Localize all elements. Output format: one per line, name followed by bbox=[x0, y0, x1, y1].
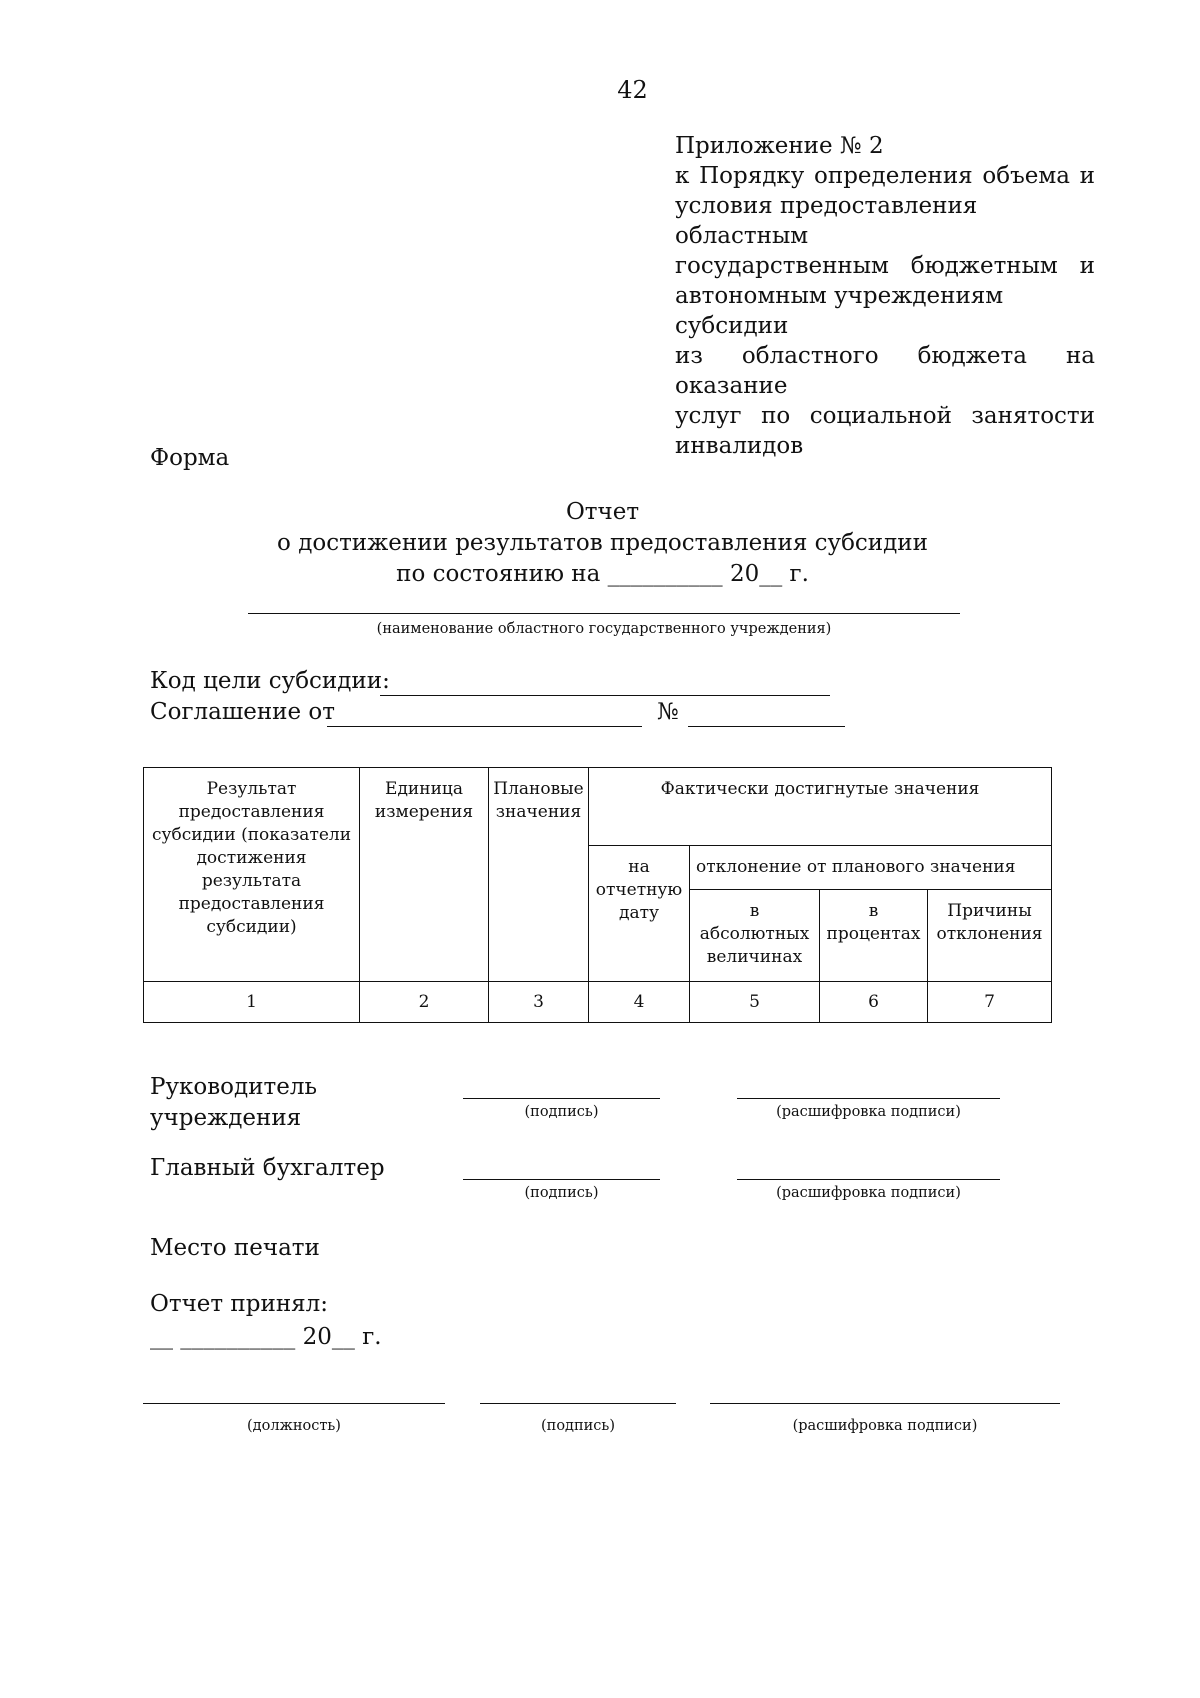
page-number: 42 bbox=[617, 76, 648, 104]
position-caption: (должность) bbox=[247, 1418, 341, 1434]
header-deviation-group: отклонение от планового значения bbox=[690, 846, 1052, 890]
accountant-signature-line[interactable] bbox=[463, 1179, 660, 1180]
goal-code-label: Код цели субсидии: bbox=[150, 668, 390, 694]
institution-caption: (наименование областного государственного учреждения) bbox=[376, 621, 832, 637]
head-signature-line[interactable] bbox=[463, 1098, 660, 1099]
column-number: 2 bbox=[360, 982, 489, 1023]
header-absolute: в абсолютных величинах bbox=[690, 890, 820, 982]
goal-code-field[interactable] bbox=[380, 695, 830, 696]
appendix-header bbox=[675, 131, 1095, 461]
header-reasons: Причины отклонения bbox=[928, 890, 1052, 982]
header-planned: Плановые значения bbox=[489, 768, 589, 982]
agreement-label: Соглашение от bbox=[150, 699, 335, 725]
acceptor-signature-caption: (подпись) bbox=[541, 1418, 615, 1434]
appendix-line: инвалидов bbox=[675, 433, 804, 459]
agreement-number-field[interactable] bbox=[688, 726, 845, 727]
acceptor-decoding-caption: (расшифровка подписи) bbox=[792, 1418, 978, 1434]
accountant-decoding-caption: (расшифровка подписи) bbox=[776, 1185, 961, 1201]
column-number: 6 bbox=[820, 982, 928, 1023]
report-subtitle: о достижении результатов предоставления субсидии bbox=[277, 530, 928, 556]
appendix-line: услуг по социальной занятости bbox=[675, 403, 1095, 429]
accountant-decoding-line[interactable] bbox=[737, 1179, 1000, 1180]
column-number: 4 bbox=[589, 982, 690, 1023]
header-unit: Единица измерения bbox=[360, 768, 489, 982]
head-decoding-caption: (расшифровка подписи) bbox=[776, 1104, 961, 1120]
report-table bbox=[143, 767, 1052, 1023]
head-title: Руководитель учреждения bbox=[150, 1074, 317, 1131]
form-label: Форма bbox=[150, 445, 230, 471]
header-result: Результат предоставления субсидии (показатели достижения результата предоставления субсидии) bbox=[144, 768, 360, 982]
header-reporting-date: на отчетную дату bbox=[589, 846, 690, 982]
appendix-line: из областного бюджета на оказание bbox=[675, 343, 1095, 399]
head-decoding-line[interactable] bbox=[737, 1098, 1000, 1099]
column-number: 3 bbox=[489, 982, 589, 1023]
appendix-line: к Порядку определения объема и bbox=[675, 163, 1095, 189]
appendix-line: Приложение № 2 bbox=[675, 133, 884, 159]
institution-name-line[interactable] bbox=[248, 613, 960, 614]
header-percent: в процентах bbox=[820, 890, 928, 982]
acceptor-decoding-line[interactable] bbox=[710, 1403, 1060, 1404]
accepted-label: Отчет принял: bbox=[150, 1291, 329, 1317]
column-number: 7 bbox=[928, 982, 1052, 1023]
report-title-block bbox=[0, 497, 1200, 590]
head-signature-caption: (подпись) bbox=[524, 1104, 599, 1120]
appendix-line: государственным бюджетным и bbox=[675, 253, 1095, 279]
accepted-date-line: __ __________ 20__ г. bbox=[150, 1324, 382, 1350]
header-actual-group: Фактически достигнутые значения bbox=[589, 768, 1052, 846]
appendix-line: условия предоставления областным bbox=[675, 193, 978, 249]
number-sign: № bbox=[657, 699, 679, 725]
report-title: Отчет bbox=[565, 499, 640, 525]
report-date-line: по состоянию на __________ 20__ г. bbox=[396, 561, 809, 587]
agreement-date-field[interactable] bbox=[327, 726, 642, 727]
column-number: 5 bbox=[690, 982, 820, 1023]
accountant-signature-caption: (подпись) bbox=[524, 1185, 599, 1201]
stamp-place: Место печати bbox=[150, 1235, 320, 1261]
appendix-line: автономным учреждениям субсидии bbox=[675, 283, 1004, 339]
column-number: 1 bbox=[144, 982, 360, 1023]
position-line[interactable] bbox=[143, 1403, 445, 1404]
acceptor-signature-line[interactable] bbox=[480, 1403, 676, 1404]
accountant-title: Главный бухгалтер bbox=[150, 1155, 385, 1181]
report-accepted bbox=[150, 1288, 382, 1354]
